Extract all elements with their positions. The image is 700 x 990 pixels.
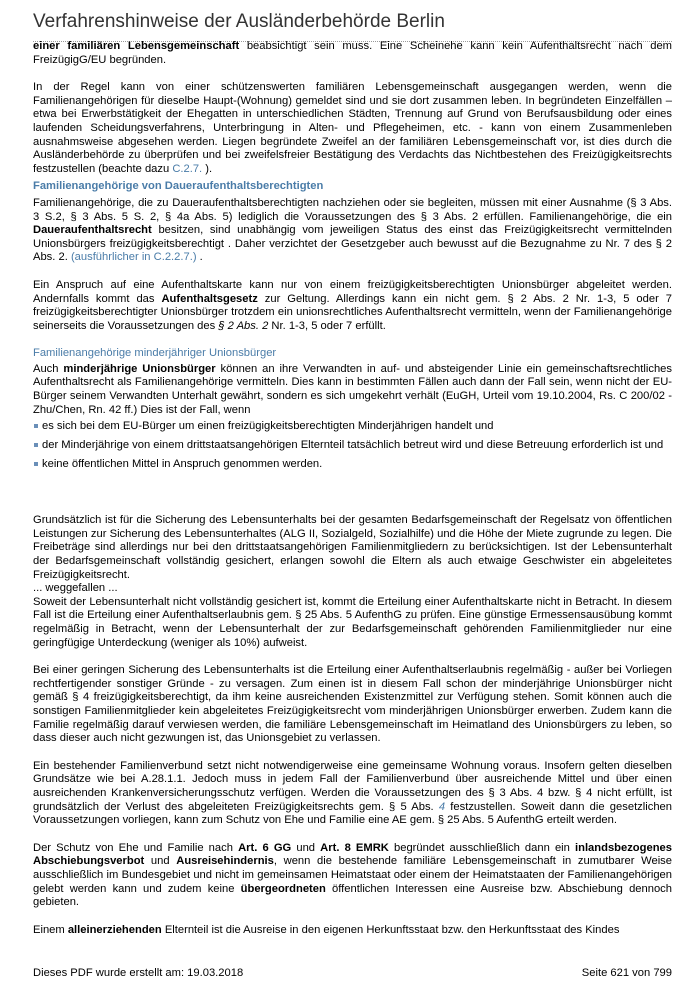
text: Grundsätzlich ist für die Sicherung des Lebensunterhalts bei der gesamten Bedarfsgemeinschaft der Regelsatz von öffentlichen Leistungen zur Sicherung des Lebensunterhaltes (ALG II, Sozialgeld, Sozialhilfe) und die Höhe der Miete zugrunde zu legen. Die Freibeträge sind allerdings nur bei den drittstaatsangehörigen Familienmitgliedern zu berücksichtigen. Ist der Lebensunterhalt der Bedarfsgemeinschaft vollständig gesichert, erlangen sowohl die Eltern als auch etwaige Geschwister ein abgeleitetes Freizügigkeitsrecht. (33, 514, 672, 581)
list-item: es sich bei dem EU-Bürger um einen freizügigkeitsberechtigten Minderjährigen handelt und (33, 417, 672, 436)
bold-text: Art. 8 EMRK (320, 841, 389, 854)
text: In der Regel kann von einer schützenswerten familiären Lebensgemeinschaft ausgegangen werden, wenn die Familienangehörigen für dieselbe Haupt-(Wohnung) gemeldet sind und sie dort zusammen leben. In begründeten Einzelfällen – etwa bei Erwerbstätigkeit der Ehegatten in unterschiedlichen Städten, Trennung auf Grund von Berufsausbildung oder eines laufenden Scheidungsverfahrens, Unterbringung in Alten- und Pflegeheimen, etc. - kann von einem Zusammenleben ausnahmsweise abgesehen werden. Liegen begründete Zweifel an der familiären Lebensgemeinschaft vor, ist dies durch die Ausländerbehörde zu überprüfen und bei zweifelsfreier Bestätigung des Verdachts das Nichtbestehen des Freizügigkeitsrechts festzustellen (beachte dazu (33, 81, 672, 175)
paragraph (33, 842, 672, 910)
text: Auch (33, 362, 64, 375)
text: Der Schutz von Ehe und Familie nach (33, 841, 239, 854)
cross-reference-link[interactable]: 4 (438, 800, 446, 813)
text: Ein bestehender Familienverbund setzt nicht notwendigerweise eine gemeinsame Wohnung voraus. Insofern gelten dieselben Grundsätze wie bei A.28.1.1. Jedoch muss in jedem Fall der Familienverbund über ausreichende Mittel und über einen ausreichenden Krankenversicherungsschutz verfügen. Werden die Voraussetzungen des § 3 Abs. 4 bzw. § 4 nicht erfüllt, ist grundsätzlich der Verlust des abgeleiteten Freizügigkeitsrechts gem. § 5 Abs. (33, 759, 672, 813)
text: Ein Anspruch auf eine Aufenthaltskarte kann nur von einem freizügigkeitsberechtigten Unionsbürger abgeleitet werden. Andernfalls kommt das (33, 278, 672, 305)
text: Familienangehörige, die zu Daueraufenthaltsberechtigten nachziehen oder sie begleiten, müssen mit einer Ausnahme (§ 3 Abs. 3 S.2, § 3 Abs. 5 S. 2, § 4a Abs. 5) lediglich die Voraussetzungen des § 3 Abs. 2 erfüllen. Familienangehörige, die ein (33, 196, 672, 223)
text: Nr. 1-3, 5 oder 7 erfüllt. (268, 319, 386, 332)
bold-text: minderjährige Unionsbürger (63, 362, 216, 375)
paragraph (33, 596, 672, 650)
text: Einem (33, 923, 68, 936)
paragraph (33, 279, 672, 333)
bold-text: einer familiären Lebensgemeinschaft (33, 40, 240, 52)
bullet-list (33, 417, 672, 474)
list-item: keine öffentlichen Mittel in Anspruch genommen werden. (33, 455, 672, 474)
bold-text: übergeordneten (240, 882, 326, 895)
paragraph: ... weggefallen ... (33, 582, 118, 595)
paragraph (33, 363, 672, 417)
cross-reference-link[interactable]: (ausführlicher in C.2.2.7.) (70, 251, 197, 264)
list-item: der Minderjährige von einem drittstaatsangehörigen Elternteil tatsächlich betreut wird und diese Betreuung erforderlich ist und (33, 436, 672, 455)
section-heading: Familienangehörige minderjähriger Unionsbürger (33, 347, 277, 360)
text: festzustellen. Soweit dann die gesetzlichen Voraussetzungen vorliegen, kann zum Schutz von Ehe und Familie eine AE gem. § 25 Abs. 5 AufenthG erteilt werden. (33, 800, 672, 827)
text: Soweit der Lebensunterhalt nicht vollständig gesichert ist, kommt die Erteilung einer Aufenthaltskarte nicht in Betracht. In diesem Fall ist die Erteilung einer Aufenthaltserlaubnis gem. § 25 Abs. 5 AufenthG zu prüfen. Eine günstige Ermessensausübung kommt regelmäßig in Betracht, wenn der Lebensunterhalt der zur Bedarfsgemeinschaft gehörenden Familienmitglieder nur eine geringfügige Unterdeckung (weniger als 10%) aufweist. (33, 595, 672, 649)
bold-text: inlandsbezogenes Abschiebungsverbot (33, 841, 672, 868)
paragraph (33, 924, 672, 938)
text: und (144, 855, 177, 868)
text: begründet ausschließlich dann ein (388, 841, 575, 854)
page-header (33, 10, 672, 42)
bold-text: Aufenthaltsgesetz (161, 292, 258, 305)
paragraph (33, 664, 672, 746)
text: besitzen, sind unabhängig vom jeweiligen Status des einst das Freizügigkeitsrecht vermittelnden Unionsbürgers freizügigkeitsberechtigt . Daher verzichtet der Gesetzgeber auch bewusst auf die Bezugnahme zu Nr. 7 des § 2 Abs. 2. (33, 224, 672, 264)
bold-text: Ausreisehindernis (176, 855, 274, 868)
text: beabsichtigt sein muss. Eine Scheinehe kann kein Aufenthaltsrecht nach dem FreizügigG/EU begründen. (33, 40, 672, 66)
creation-date: Dieses PDF wurde erstellt am: 19.03.2018 (33, 967, 244, 979)
cross-reference-link[interactable]: C.2.7. (172, 162, 203, 175)
paragraph (33, 760, 672, 828)
page-title: Verfahrenshinweise der Ausländerbehörde Berlin (33, 11, 445, 32)
paragraph (33, 40, 672, 67)
text: zur Geltung. Allerdings kann ein nicht gem. § 2 Abs. 2 Nr. 1-3, 5 oder 7 freizügigkeitsberechtigter Unionsbürger trotzdem ein unionsrechtliches Aufenthaltsrecht vermitteln, wenn der Familienangehörige seinerseits die Voraussetzungen des (33, 292, 672, 332)
document-body (33, 40, 672, 937)
text: , wenn die bestehende familiäre Lebensgemeinschaft in zumutbarer Weise ausschließlich im Bundesgebiet und nicht im gemeinsamen Heimatstaat oder einem der Heimatstaaten der Familienangehörigen gelebt werden kann und zudem keine (33, 855, 672, 895)
section-heading: Familienangehörige von Daueraufenthaltsberechtigten (33, 180, 324, 193)
text: Bei einer geringen Sicherung des Lebensunterhalts ist die Erteilung einer Aufenthaltserlaubnis regelmäßig - außer bei Vorliegen rechtfertigender sonstiger Gründe - zu versagen. Zum einen ist in diesem Fall schon der minderjährige Unionsbürger nicht gemäß § 4 freizügigkeitsberechtigt, da ihm keine ausreichenden Existenzmittel zur Verfügung stehen. Somit können auch die sonstigen Familienmitglieder kein abgeleitetes Freizügigkeitsrecht vom minderjährigen Unionsbürger erwerben. Zudem kann die Familie regelmäßig darauf verwiesen werden, die familiäre Lebensgemeinschaft im Heimatland des Unionsbürgers zu leben, so dass dieser auch nicht gezwungen ist, das Unionsgebiet zu verlassen. (33, 664, 672, 745)
paragraph (33, 514, 672, 582)
bold-text: Daueraufenthaltsrecht (33, 224, 152, 237)
italic-text: § 2 Abs. 2 (218, 319, 269, 332)
text: und (291, 841, 321, 854)
page-number: Seite 621 von 799 (581, 967, 672, 979)
paragraph (33, 81, 672, 176)
text: können an ihre Verwandten in auf- und absteigender Linie ein gemeinschaftsrechtliches Aufenthaltsrecht als Familienangehörige vermitteln. Dies kann in bestimmten Fällen auch dann der Fall sein, wenn nicht der EU-Bürger seinem Verwandten Unterhalt gewährt, sondern es sich umgekehrt verhält (EuGH, Urteil vom 19.10.2004, Rs. C 200/02 - Zhu/Chen, Rn. 42 ff.) Dies ist der Fall, wenn (33, 362, 672, 416)
text: Elternteil ist die Ausreise in den eigenen Herkunftsstaat bzw. den Herkunftsstaat des Kindes (161, 923, 620, 936)
text: . (196, 251, 203, 264)
bold-text: Art. 6 GG (238, 841, 292, 854)
paragraph (33, 197, 672, 265)
text: öffentlichen Interessen eine Ausreise bzw. Abschiebung dennoch gebieten. (33, 882, 672, 909)
bold-text: alleinerziehenden (67, 923, 162, 936)
text: ). (202, 162, 213, 175)
